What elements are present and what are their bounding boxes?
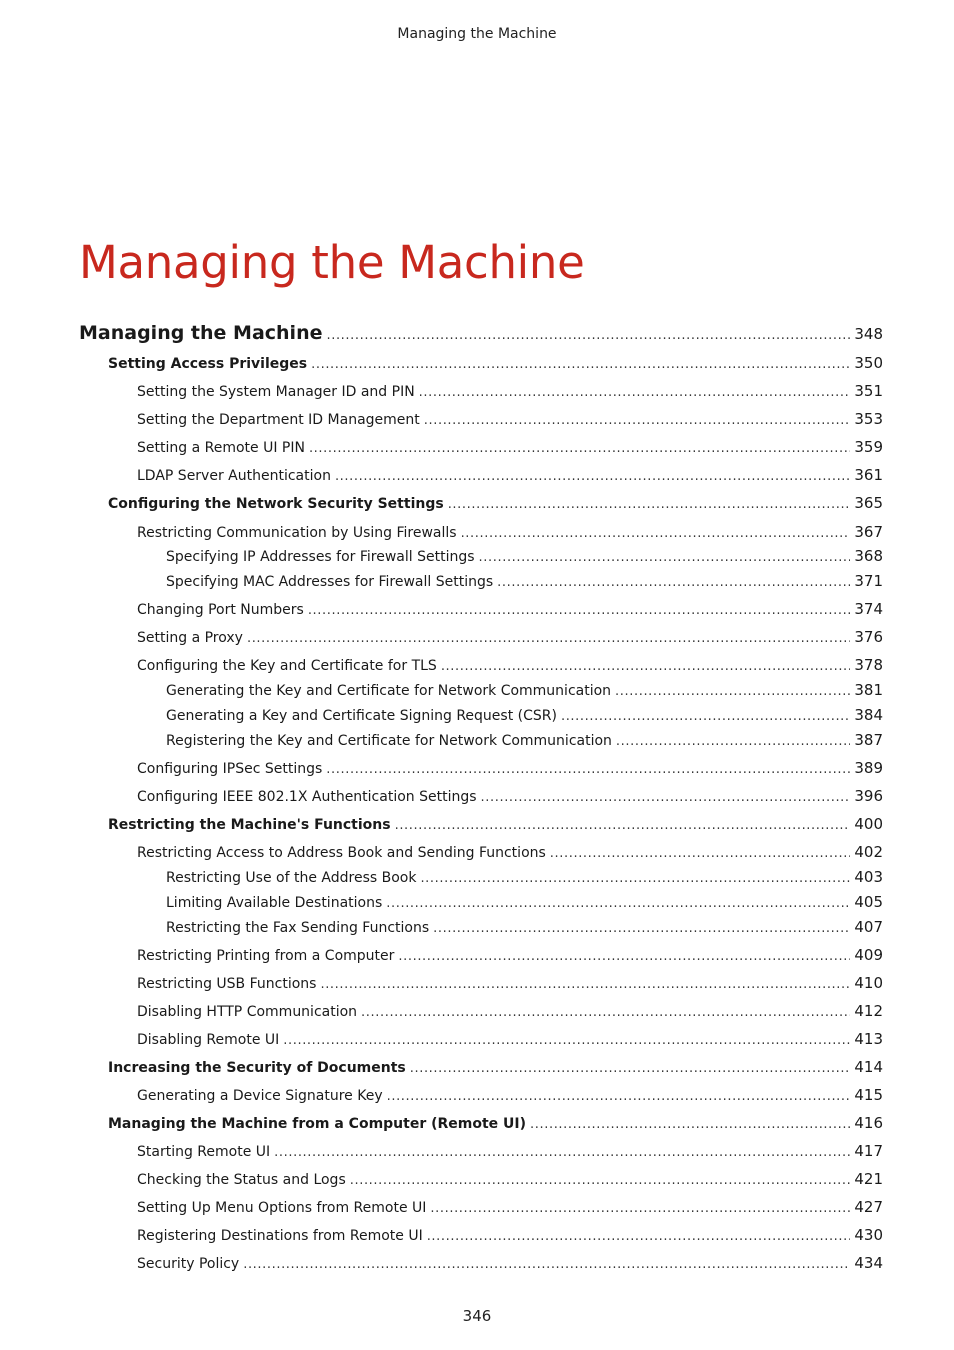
toc-entry-page: 368 xyxy=(854,547,883,565)
running-header: Managing the Machine xyxy=(397,26,557,42)
page-number: 346 xyxy=(462,1307,492,1325)
toc-entry-label: Specifying MAC Addresses for Firewall Settings xyxy=(166,574,494,590)
toc-entry-label: Configuring the Network Security Settings xyxy=(108,496,444,512)
toc-dot-leader xyxy=(395,818,851,833)
toc-entry-page: 413 xyxy=(854,1030,883,1048)
toc-dot-leader xyxy=(419,385,851,400)
toc-entry[interactable] xyxy=(137,1254,883,1272)
toc-entry-label: Restricting Communication by Using Firewalls xyxy=(137,525,457,541)
toc-entry-label: Restricting Access to Address Book and Sending Functions xyxy=(137,845,546,861)
toc-entry-label: Managing the Machine xyxy=(79,322,323,344)
toc-dot-leader xyxy=(308,603,851,618)
toc-dot-leader xyxy=(481,790,851,805)
toc-entry-label: Restricting USB Functions xyxy=(137,976,317,992)
toc-entry-label: Restricting Use of the Address Book xyxy=(166,870,417,886)
toc-dot-leader xyxy=(326,762,850,777)
toc-dot-leader xyxy=(615,684,850,699)
toc-dot-leader xyxy=(616,734,850,749)
toc-entry[interactable] xyxy=(166,893,883,911)
toc-entry[interactable] xyxy=(137,628,883,646)
toc-entry-page: 387 xyxy=(854,731,883,749)
toc-entry-page: 400 xyxy=(854,815,883,833)
toc-dot-leader xyxy=(386,896,850,911)
toc-entry[interactable] xyxy=(166,681,883,699)
toc-dot-leader xyxy=(311,357,850,372)
toc-entry-page: 376 xyxy=(854,628,883,646)
toc-entry-label: Disabling Remote UI xyxy=(137,1032,280,1048)
toc-entry[interactable] xyxy=(166,868,883,886)
toc-dot-leader xyxy=(448,497,851,512)
toc-entry-page: 427 xyxy=(854,1198,883,1216)
toc-entry-label: Restricting the Fax Sending Functions xyxy=(166,920,430,936)
toc-entry-label: Managing the Machine from a Computer (Remote UI) xyxy=(108,1116,527,1132)
toc-dot-leader xyxy=(479,550,851,565)
toc-entry[interactable] xyxy=(137,1030,883,1048)
toc-entry-page: 409 xyxy=(854,946,883,964)
toc-entry[interactable] xyxy=(137,1198,883,1216)
toc-entry-label: Setting a Remote UI PIN xyxy=(137,440,305,456)
toc-entry-label: Configuring IPSec Settings xyxy=(137,761,323,777)
toc-entry[interactable] xyxy=(108,354,883,372)
toc-entry[interactable] xyxy=(108,1058,883,1076)
toc-entry[interactable] xyxy=(137,382,883,400)
toc-dot-leader xyxy=(427,1229,851,1244)
toc-entry-label: Setting a Proxy xyxy=(137,630,243,646)
toc-entry-label: Disabling HTTP Communication xyxy=(137,1004,358,1020)
toc-entry[interactable] xyxy=(108,1114,883,1132)
toc-entry-label: Setting the System Manager ID and PIN xyxy=(137,384,415,400)
toc-entry-label: Generating a Device Signature Key xyxy=(137,1088,383,1104)
toc-entry[interactable] xyxy=(108,815,883,833)
toc-entry-label: Limiting Available Destinations xyxy=(166,895,383,911)
toc-entry-label: Starting Remote UI xyxy=(137,1144,271,1160)
toc-entry[interactable] xyxy=(137,1170,883,1188)
toc-entry-page: 353 xyxy=(854,410,883,428)
toc-entry-page: 361 xyxy=(854,466,883,484)
toc-entry[interactable] xyxy=(137,410,883,428)
toc-dot-leader xyxy=(398,949,850,964)
toc-entry-page: 389 xyxy=(854,759,883,777)
toc-dot-leader xyxy=(441,659,851,674)
toc-entry-label: Generating a Key and Certificate Signing Request (CSR) xyxy=(166,708,557,724)
toc-entry-page: 348 xyxy=(854,325,883,343)
toc-entry-label: Registering the Key and Certificate for Network Communication xyxy=(166,733,612,749)
toc-entry[interactable] xyxy=(137,759,883,777)
toc-entry-label: Specifying IP Addresses for Firewall Settings xyxy=(166,549,475,565)
toc-entry-page: 378 xyxy=(854,656,883,674)
toc-entry[interactable] xyxy=(137,438,883,456)
toc-entry[interactable] xyxy=(137,656,883,674)
toc-dot-leader xyxy=(361,1005,850,1020)
toc-entry[interactable] xyxy=(137,466,883,484)
toc-entry-page: 410 xyxy=(854,974,883,992)
toc-dot-leader xyxy=(497,575,850,590)
toc-dot-leader xyxy=(326,328,850,343)
toc-entry-label: Restricting Printing from a Computer xyxy=(137,948,395,964)
toc-entry-label: Configuring the Key and Certificate for TLS xyxy=(137,658,437,674)
toc-entry-page: 374 xyxy=(854,600,883,618)
toc-entry-page: 402 xyxy=(854,843,883,861)
toc-entry-label: Setting Up Menu Options from Remote UI xyxy=(137,1200,427,1216)
toc-entry-page: 417 xyxy=(854,1142,883,1160)
toc-entry-page: 421 xyxy=(854,1170,883,1188)
toc-dot-leader xyxy=(350,1173,851,1188)
toc-entry-label: Registering Destinations from Remote UI xyxy=(137,1228,423,1244)
toc-entry-page: 367 xyxy=(854,523,883,541)
toc-dot-leader xyxy=(561,709,850,724)
toc-entry[interactable] xyxy=(137,523,883,541)
toc-entry-label: Restricting the Machine's Functions xyxy=(108,817,391,833)
toc-dot-leader xyxy=(320,977,850,992)
toc-entry-page: 415 xyxy=(854,1086,883,1104)
toc-dot-leader xyxy=(550,846,851,861)
toc-entry-page: 434 xyxy=(854,1254,883,1272)
toc-dot-leader xyxy=(274,1145,850,1160)
toc-entry-page: 405 xyxy=(854,893,883,911)
toc-entry[interactable] xyxy=(137,946,883,964)
toc-entry-label: Setting Access Privileges xyxy=(108,356,308,372)
toc-entry-page: 371 xyxy=(854,572,883,590)
toc-dot-leader xyxy=(410,1061,851,1076)
toc-entry[interactable] xyxy=(166,918,883,936)
toc-dot-leader xyxy=(420,871,850,886)
toc-entry-label: LDAP Server Authentication xyxy=(137,468,331,484)
toc-entry-page: 403 xyxy=(854,868,883,886)
toc-entry-label: Generating the Key and Certificate for Network Communication xyxy=(166,683,612,699)
toc-entry-page: 430 xyxy=(854,1226,883,1244)
toc-entry[interactable] xyxy=(79,322,883,344)
toc-dot-leader xyxy=(335,469,850,484)
toc-entry-page: 407 xyxy=(854,918,883,936)
toc-entry-label: Increasing the Security of Documents xyxy=(108,1060,406,1076)
toc-entry-page: 351 xyxy=(854,382,883,400)
toc-entry[interactable] xyxy=(166,572,883,590)
chapter-title: Managing the Machine xyxy=(79,236,585,289)
toc-entry-page: 396 xyxy=(854,787,883,805)
toc-entry[interactable] xyxy=(137,600,883,618)
toc-dot-leader xyxy=(247,631,850,646)
toc-entry-label: Setting the Department ID Management xyxy=(137,412,420,428)
toc-dot-leader xyxy=(424,413,851,428)
toc-entry-page: 384 xyxy=(854,706,883,724)
toc-entry[interactable] xyxy=(137,787,883,805)
toc-entry-page: 414 xyxy=(854,1058,883,1076)
toc-entry[interactable] xyxy=(137,843,883,861)
toc-entry-page: 359 xyxy=(854,438,883,456)
toc-entry-label: Configuring IEEE 802.1X Authentication Settings xyxy=(137,789,477,805)
toc-dot-leader xyxy=(430,1201,850,1216)
toc-entry[interactable] xyxy=(137,1086,883,1104)
toc-dot-leader xyxy=(243,1257,850,1272)
toc-entry-label: Security Policy xyxy=(137,1256,240,1272)
toc-dot-leader xyxy=(461,526,851,541)
toc-entry[interactable] xyxy=(137,974,883,992)
toc-dot-leader xyxy=(530,1117,850,1132)
toc-entry-page: 365 xyxy=(854,494,883,512)
toc-entry[interactable] xyxy=(137,1226,883,1244)
toc-entry[interactable] xyxy=(137,1142,883,1160)
toc-entry-label: Changing Port Numbers xyxy=(137,602,304,618)
toc-entry-label: Checking the Status and Logs xyxy=(137,1172,346,1188)
toc-entry-page: 350 xyxy=(854,354,883,372)
toc-dot-leader xyxy=(433,921,850,936)
toc-entry[interactable] xyxy=(137,1002,883,1020)
toc-entry[interactable] xyxy=(108,494,883,512)
toc-dot-leader xyxy=(309,441,850,456)
toc-entry-page: 412 xyxy=(854,1002,883,1020)
toc-entry[interactable] xyxy=(166,706,883,724)
toc-entry-page: 381 xyxy=(854,681,883,699)
toc-entry[interactable] xyxy=(166,731,883,749)
toc-entry-page: 416 xyxy=(854,1114,883,1132)
toc-dot-leader xyxy=(283,1033,850,1048)
toc-entry[interactable] xyxy=(166,547,883,565)
toc-dot-leader xyxy=(387,1089,851,1104)
